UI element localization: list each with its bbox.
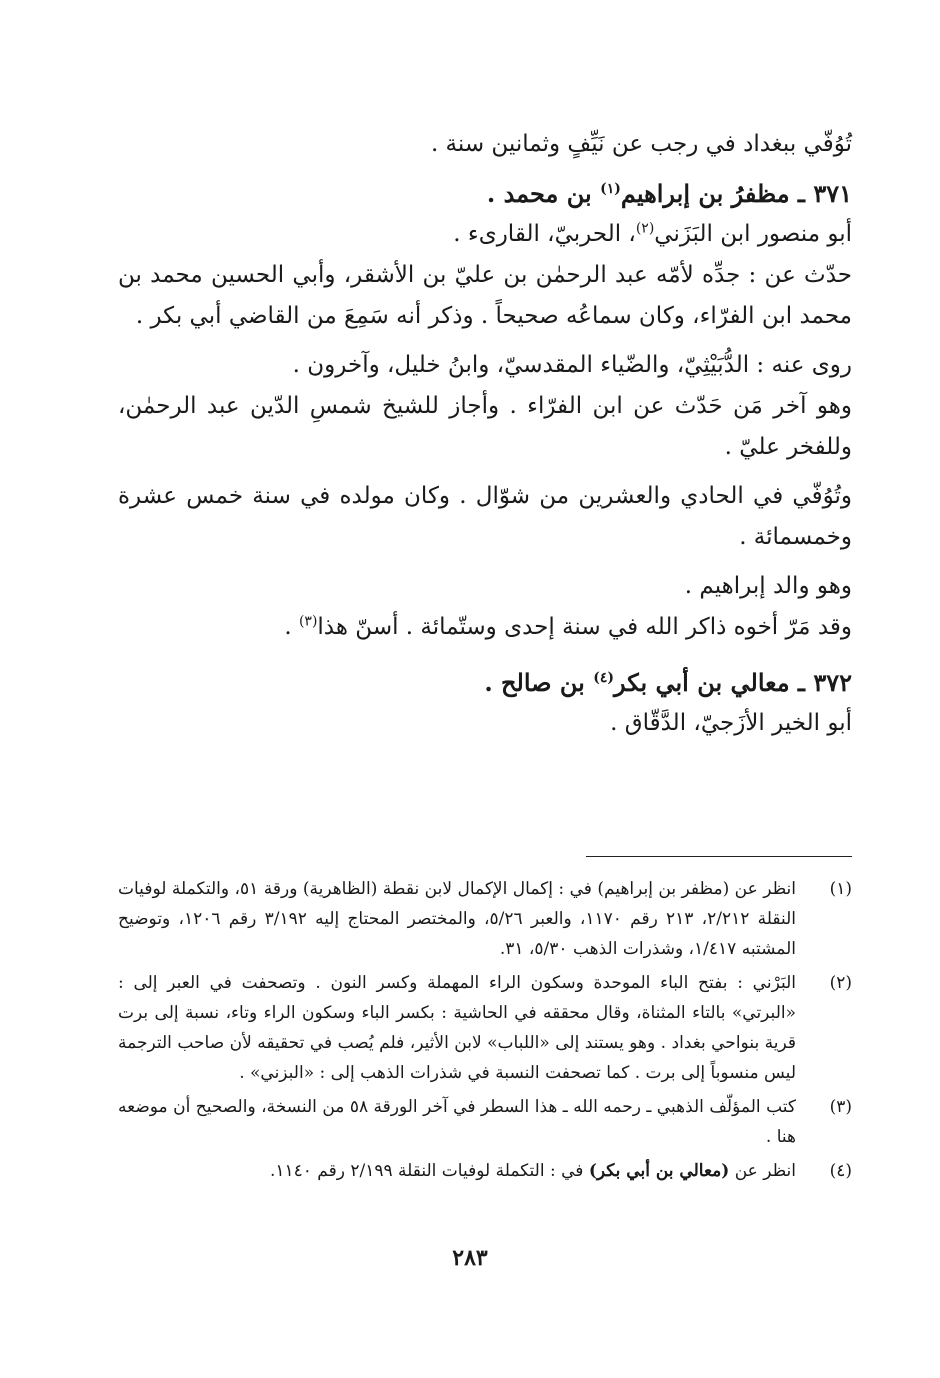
entry-372-suffix: بن صالح . <box>484 668 594 697</box>
text-line-death-baghdad: تُوُفّي ببغداد في رجب عن نَيِّفٍ وثمانين سنة . <box>430 131 852 157</box>
brother-text: وقد مَرّ أخوه ذاكر الله في سنة إحدى وستّمائة . أسنّ هذا <box>317 614 852 640</box>
footnote-text: كتب المؤلّف الذهبي ـ رحمه الله ـ هذا السطر في آخر الورقة ٥٨ من النسخة، والصحيح أن موضعه هنا . <box>118 1097 796 1147</box>
paragraph-narrated-from: حدّث عن : جدِّه لأمّه عبد الرحمٰن بن عليّ بن الأشقر، وأبي الحسين محمد بن محمد ابن الفرّاء، وكان سماعُه صحيحاً . وذكر أنه سَمِعَ من القاضي أبي بكر . <box>118 262 852 329</box>
text-line-father: وهو والد إبراهيم . <box>684 573 852 599</box>
footnotes <box>118 874 852 1190</box>
footnote-number: (١) <box>829 879 852 899</box>
footnote-ref-4[interactable]: (٤) <box>593 670 614 686</box>
paragraph-narrated-by: روى عنه : الدُّبَيْثِيّ، والضّياء المقدسيّ، وابنُ خليل، وآخرون . <box>292 352 852 378</box>
footnote-ref-1[interactable]: (١) <box>600 181 621 197</box>
page-number: ٢٨٣ <box>452 1245 488 1271</box>
brother-end: . <box>284 614 299 640</box>
footnote-number: (٢) <box>829 973 852 993</box>
text-line-kunya-372: أبو الخير الأزَجيّ، الدَّقّاق . <box>610 710 852 736</box>
footnote-separator <box>586 856 852 857</box>
footnote-ref-3[interactable]: (٣) <box>298 613 318 630</box>
entry-371-heading <box>118 173 852 214</box>
text-line-kunya <box>118 214 852 255</box>
footnote-number: (٣) <box>829 1097 852 1117</box>
entry-372-heading <box>118 662 852 703</box>
entry-371-name: ٣٧١ ـ مظفرُ بن إبراهيم <box>620 179 852 208</box>
kunya-rest: ، الحربيّ، القارىء . <box>453 221 636 247</box>
footnote-4-bold-name: (معالي بن أبي بكر) <box>588 1161 730 1181</box>
footnote-text <box>118 1156 796 1186</box>
text-line-brother <box>118 607 852 648</box>
footnote-4 <box>118 1156 852 1186</box>
footnote-text: انظر عن (مظفر بن إبراهيم) في : إكمال الإكمال لابن نقطة (الظاهرية) ورقة ٥١، والتكملة لوفيات النقلة ٢/٢١٢، ٢١٣ رقم ١١٧٠، والعبر ٥/٢٦، والمختصر المحتاج إليه ٣/١٩٢ رقم ١٢٠٦، وتوضيح المشتبه ١/٤١٧، وشذرات الذهب ٥/٣٠، ٣١. <box>118 879 797 959</box>
entry-371-suffix: بن محمد . <box>486 179 601 208</box>
entry-372-name: ٣٧٢ ـ معالي بن أبي بكر <box>613 668 852 697</box>
kunya-text: أبو منصور ابن البَزَني <box>654 221 852 247</box>
main-text <box>118 124 852 744</box>
paragraph-last-narrator: وهو آخر مَن حَدّث عن ابن الفرّاء . وأجاز للشيخ شمسِ الدّين عبد الرحمٰن، وللفخر عليّ . <box>118 393 852 460</box>
footnote-ref-2[interactable]: (٢) <box>635 220 655 237</box>
footnote-number: (٤) <box>829 1161 852 1181</box>
paragraph-death-birth: وتُوُفّي في الحادي والعشرين من شوّال . وكان مولده في سنة خمس عشرة وخمسمائة . <box>118 483 852 550</box>
footnote-4-rest: في : التكملة لوفيات النقلة ٢/١٩٩ رقم ١١٤٠. <box>269 1161 589 1181</box>
footnote-3 <box>118 1092 852 1152</box>
footnote-4-lead: انظر عن <box>734 1161 796 1181</box>
footnote-2 <box>118 968 852 1088</box>
footnote-text: البَرْني : بفتح الباء الموحدة وسكون الراء المهملة وكسر النون . وتصحفت في العبر إلى : «البرتي» بالتاء المثناة، وقال محققه في الحاشية : بكسر الباء وسكون الراء وتاء، نسبة إلى برت قرية بنواحي بغداد . وهو يستند إلى «اللباب» لابن الأثير، فلم يُصب في تحقيقه لأن صاحب الترجمة ليس منسوباً إلى برت . كما تصحفت النسبة في شذرات الذهب إلى : «البزني» . <box>118 973 796 1083</box>
footnote-1 <box>118 874 852 964</box>
